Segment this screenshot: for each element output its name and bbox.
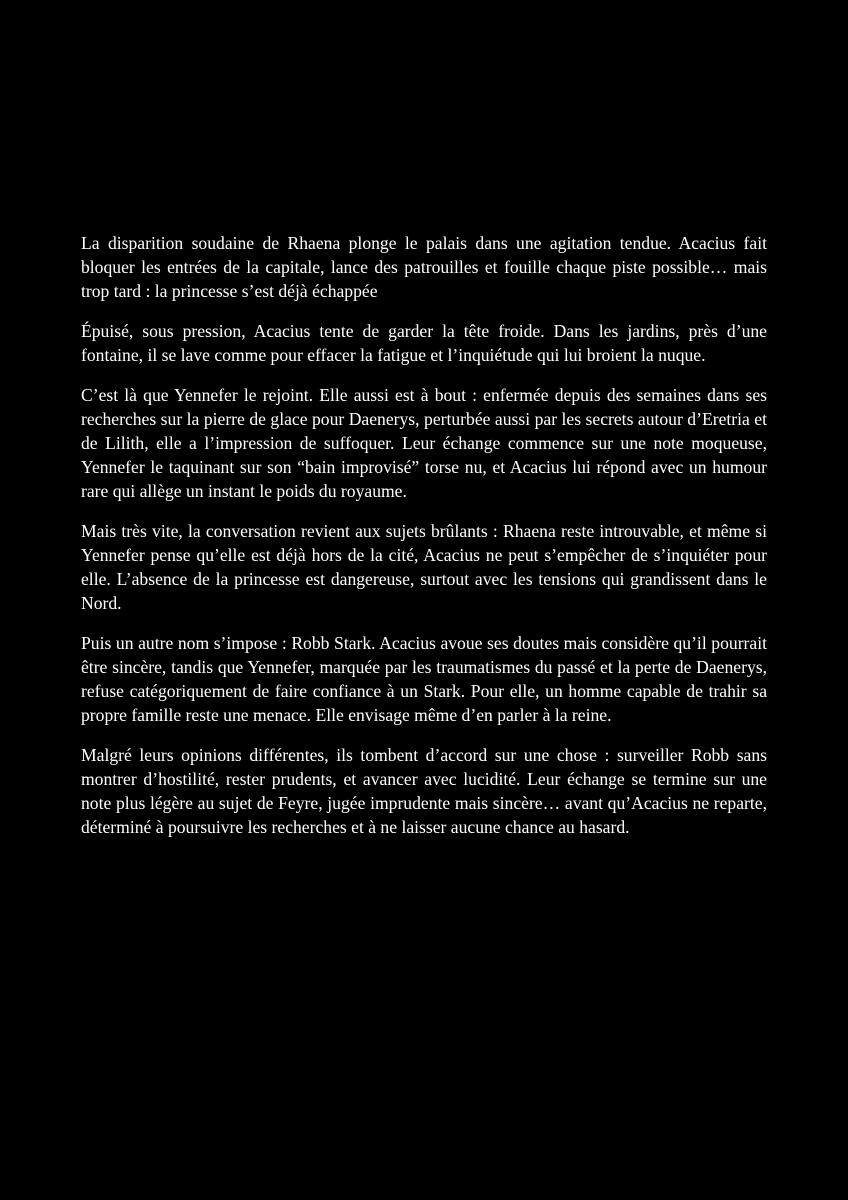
paragraph-3: C’est là que Yennefer le rejoint. Elle aussi est à bout : enfermée depuis des semaines dans ses recherches sur la pierre de glace pour Daenerys, perturbée aussi par les secrets autour d’Eretria et de Lilith, elle a l’impression de suffoquer. Leur échange commence sur une note moqueuse, Yennefer le taquinant sur son “bain improvisé” torse nu, et Acacius lui répond avec un humour rare qui allège un instant le poids du royaume. xyxy=(81,385,767,501)
paragraph-5: Puis un autre nom s’impose : Robb Stark. Acacius avoue ses doutes mais considère qu’il pourrait être sincère, tandis que Yennefer, marquée par les traumatismes du passé et la perte de Daenerys, refuse catégoriquement de faire confiance à un Stark. Pour elle, un homme capable de trahir sa propre famille reste une menace. Elle envisage même d’en parler à la reine. xyxy=(81,633,767,725)
paragraph-4: Mais très vite, la conversation revient aux sujets brûlants : Rhaena reste introuvable, et même si Yennefer pense qu’elle est déjà hors de la cité, Acacius ne peut s’empêcher de s’inquiéter pour elle. L’absence de la princesse est dangereuse, surtout avec les tensions qui grandissent dans le Nord. xyxy=(81,521,767,613)
paragraph-2: Épuisé, sous pression, Acacius tente de garder la tête froide. Dans les jardins, près d’une fontaine, il se lave comme pour effacer la fatigue et l’inquiétude qui lui broient la nuque. xyxy=(81,321,767,365)
paragraph-6: Malgré leurs opinions différentes, ils tombent d’accord sur une chose : surveiller Robb sans montrer d’hostilité, rester prudents, et avancer avec lucidité. Leur échange se termine sur une note plus légère au sujet de Feyre, jugée imprudente mais sincère… avant qu’Acacius ne reparte, déterminé à poursuivre les recherches et à ne laisser aucune chance au hasard. xyxy=(81,745,767,837)
paragraph-1: La disparition soudaine de Rhaena plonge le palais dans une agitation tendue. Acacius fait bloquer les entrées de la capitale, lance des patrouilles et fouille chaque piste possible… mais trop tard : la princesse s’est déjà échappée xyxy=(81,233,767,301)
summary-text xyxy=(81,231,767,855)
